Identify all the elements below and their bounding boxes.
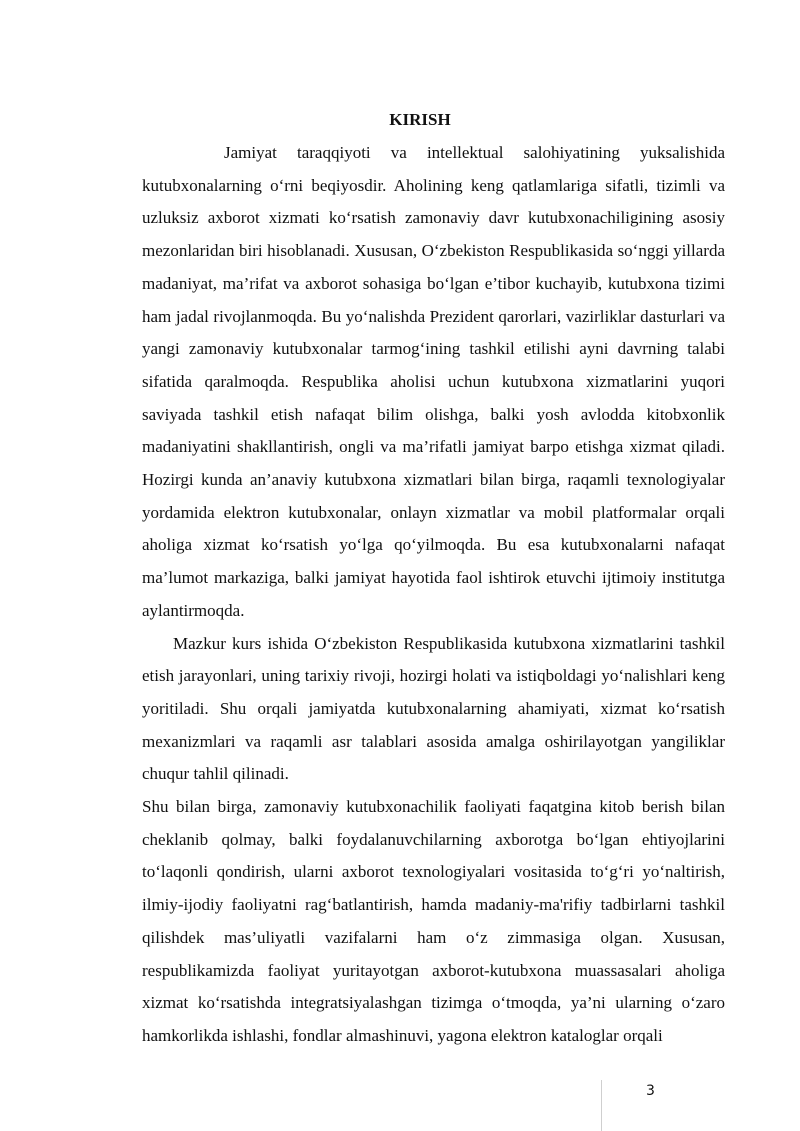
section-heading: KIRISH — [389, 110, 451, 129]
paragraph-course-scope: Mazkur kurs ishida O‘zbekiston Respublikasida kutubxona xizmatlarini tashkil etish jarayonlari, uning tarixiy rivoji, hozirgi holati va istiqboldagi yo‘nalishlari keng yoritiladi. Shu orqali jamiyatda kutubxonalarning ahamiyati, xizmat ko‘rsatish mexanizmlari va raqamli asr talablari asosida amalga oshirilayotgan yangiliklar chuqur tahlil qilinadi. — [142, 633, 725, 784]
footer-divider — [601, 1080, 602, 1131]
body-text — [142, 137, 725, 1053]
paragraph-modern-librarianship: Shu bilan birga, zamonaviy kutubxonachilik faoliyati faqatgina kitob berish bilan cheklanib qolmay, balki foydalanuvchilarning axborotga bo‘lgan ehtiyojlarini to‘laqonli qondirish, ularni axborot texnologiyalari vositasida to‘g‘ri yo‘naltirish, ilmiy-ijodiy faoliyatni rag‘batlantirish, hamda madaniy-ma'rifiy tadbirlarni tashkil qilishdek mas’uliyatli vazifalarni ham o‘z zimmasiga olgan. Xususan, respublikamizda faoliyat yuritayotgan axborot-kutubxona muassasalari aholiga xizmat ko‘rsatishda integratsiyalashgan tizimga o‘tmoqda, ya’ni ularning o‘zaro hamkorlikda ishlashi, fondlar almashinuvi, yagona elektron kataloglar orqali — [142, 797, 725, 1045]
page-number: 3 — [646, 1083, 655, 1099]
paragraph-introduction: Jamiyat taraqqiyoti va intellektual salohiyatining yuksalishida kutubxonalarning o‘rni beqiyosdir. Aholining keng qatlamlariga sifatli, tizimli va uzluksiz axborot xizmati ko‘rsatish zamonaviy davr kutubxonachiligining asosiy mezonlaridan biri hisoblanadi. Xususan, O‘zbekiston Respublikasida so‘nggi yillarda madaniyat, ma’rifat va axborot sohasiga bo‘lgan e’tibor kuchayib, kutubxona tizimi ham jadal rivojlanmoqda. Bu yo‘nalishda Prezident qarorlari, vazirliklar dasturlari va yangi zamonaviy kutubxonalar tarmog‘ining tashkil etilishi ayni davrning talabi sifatida qaralmoqda. Respublika aholisi uchun kutubxona xizmatlarini yuqori saviyada tashkil etish nafaqat bilim olishga, balki yosh avlodda kitobxonlik madaniyatini shakllantirish, ongli va ma’rifatli jamiyat barpo etishga xizmat qiladi. Hozirgi kunda an’anaviy kutubxona xizmatlari bilan birga, raqamli texnologiyalar yordamida elektron kutubxonalar, onlayn xizmatlar va mobil platformalar orqali aholiga xizmat ko‘rsatish yo‘lga qo‘yilmoqda. Bu esa kutubxonalarni nafaqat ma’lumot markaziga, balki jamiyat hayotida faol ishtirok etuvchi ijtimoiy institutga aylantirmoqda. — [142, 143, 725, 620]
